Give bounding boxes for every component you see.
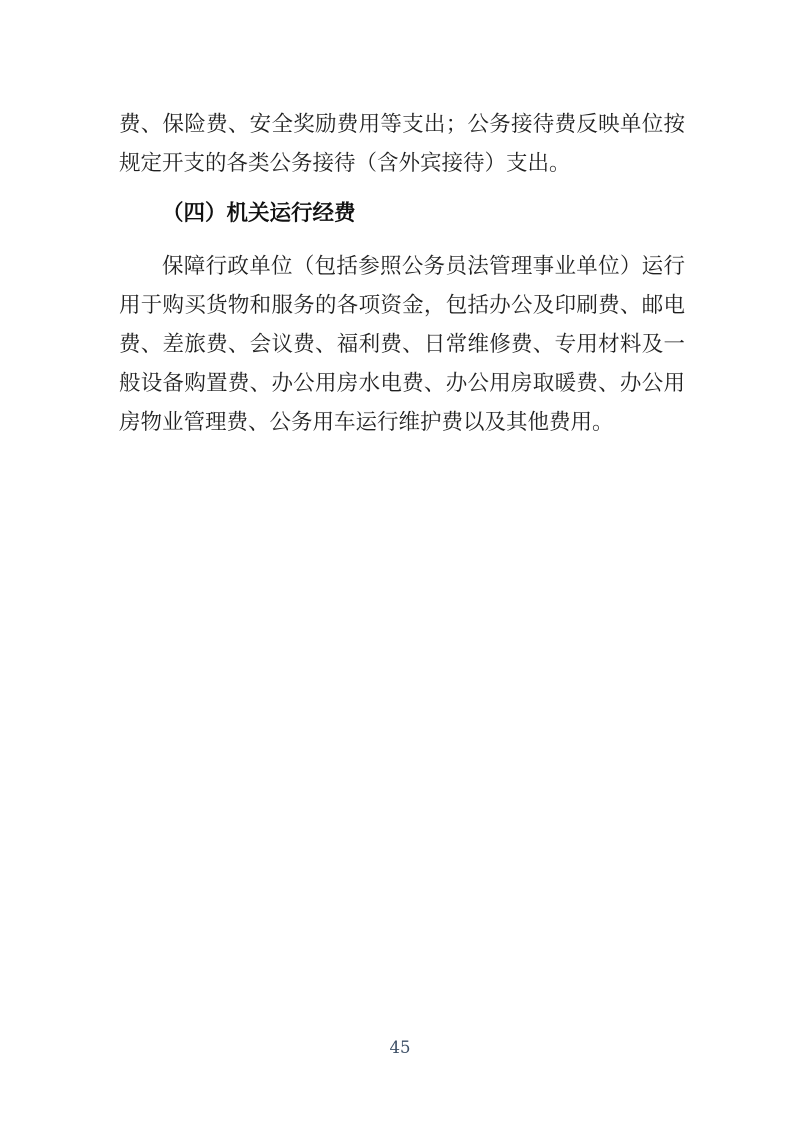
page-number: 45 — [389, 1038, 411, 1057]
document-content — [119, 106, 685, 442]
paragraph-body: 保障行政单位（包括参照公务员法管理事业单位）运行用于购买货物和服务的各项资金，包括办公及印刷费、邮电费、差旅费、会议费、福利费、日常维修费、专用材料及一般设备购置费、办公用房水电费、办公用房取暖费、办公用房物业管理费、公务用车运行维护费以及其他费用。 — [119, 254, 685, 435]
section-heading: （四）机关运行经费 — [162, 200, 356, 226]
paragraph-continuation: 费、保险费、安全奖励费用等支出；公务接待费反映单位按规定开支的各类公务接待（含外宾接待）支出。 — [119, 112, 685, 176]
